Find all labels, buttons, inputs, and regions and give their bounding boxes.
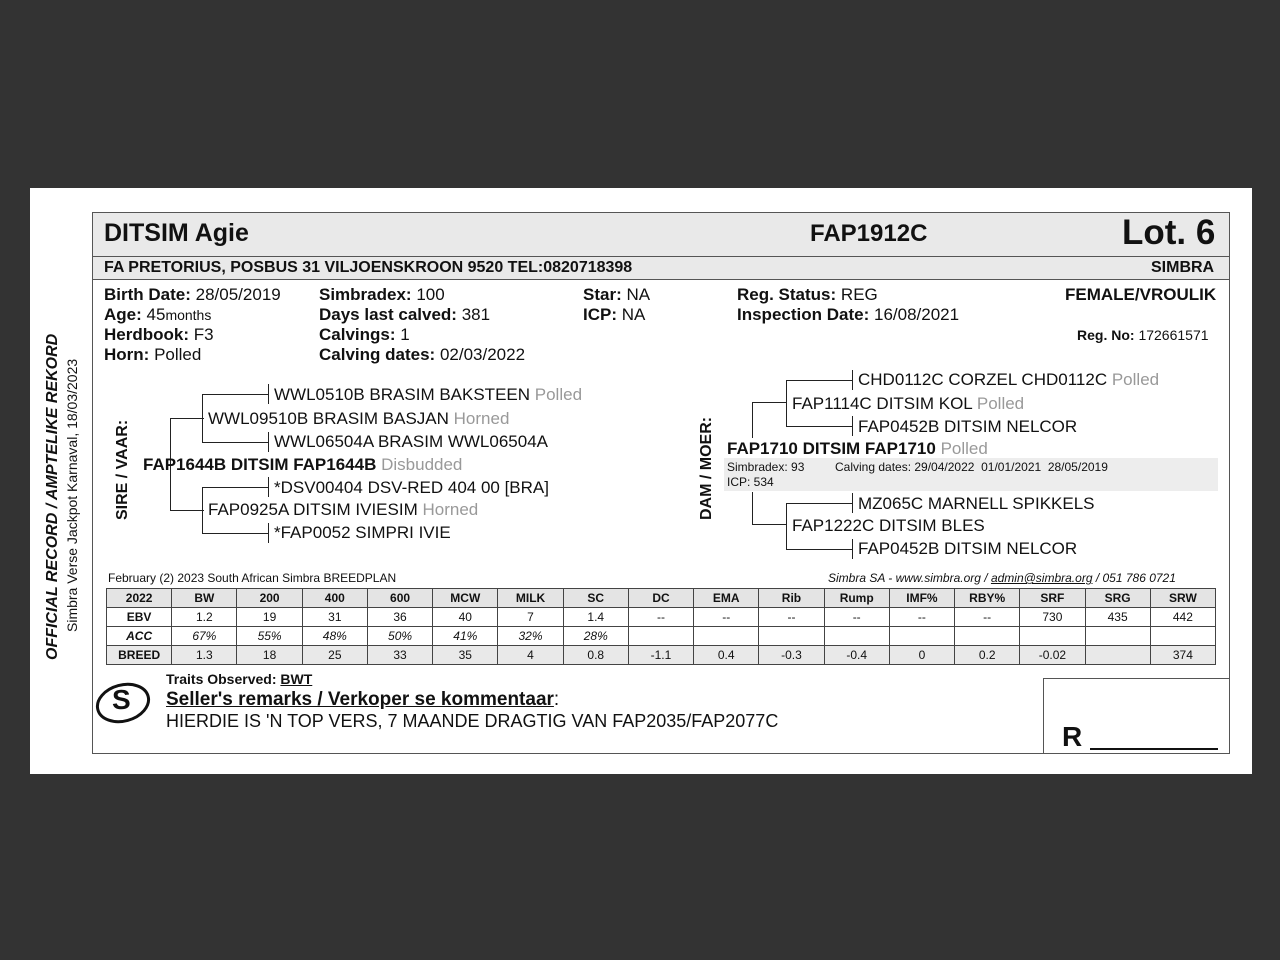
table-cell: SRW <box>1150 589 1215 608</box>
dam-tree-line <box>786 503 852 504</box>
dam-tree-line <box>852 370 853 390</box>
dam-tree-line <box>786 549 852 550</box>
table-cell: MCW <box>433 589 498 608</box>
sire-tree-line <box>202 442 268 443</box>
table-cell: 374 <box>1150 646 1215 665</box>
title-bar <box>93 213 1229 257</box>
dam-tree-line <box>752 402 753 438</box>
table-cell: SC <box>563 589 628 608</box>
dam-tree-line <box>852 493 853 513</box>
breedplan-caption: February (2) 2023 South African Simbra BREEDPLAN <box>108 571 397 585</box>
dam-tree-line <box>786 380 787 426</box>
table-cell: 40 <box>433 608 498 627</box>
dam-calving-dates: Calving dates: 29/04/2022 01/01/2021 28/05/2019 <box>835 460 1108 474</box>
dam-tree-line <box>852 539 853 559</box>
breedplan-contact: Simbra SA - www.simbra.org / admin@simbra.org / 051 786 0721 <box>828 571 1176 585</box>
table-cell <box>889 627 954 646</box>
table-cell: 19 <box>237 608 302 627</box>
simbradex: Simbradex: 100 <box>319 285 445 304</box>
breeder-info: FA PRETORIUS, POSBUS 31 VILJOENSKROON 9520 TEL:0820718398 <box>104 259 633 276</box>
table-cell: 32% <box>498 627 563 646</box>
price-input-line[interactable] <box>1090 748 1218 750</box>
table-cell: -- <box>889 608 954 627</box>
table-cell: 442 <box>1150 608 1215 627</box>
table-cell: -- <box>824 608 889 627</box>
table-cell: 600 <box>367 589 432 608</box>
table-cell: 730 <box>1020 608 1085 627</box>
sire-tree-line <box>170 510 204 511</box>
sire-dam-dam: *FAP0052 SIMPRI IVIE <box>274 523 451 542</box>
sire-tree-line <box>202 533 268 534</box>
dam-tree-line <box>786 380 852 381</box>
ebv-table <box>106 588 1216 665</box>
sire-tree-line <box>202 394 268 395</box>
ebv-row <box>107 608 1216 627</box>
days-last-calved: Days last calved: 381 <box>319 305 491 324</box>
table-cell: 25 <box>302 646 367 665</box>
sire-tree-line <box>268 384 269 404</box>
table-cell: -- <box>955 608 1020 627</box>
remarks-text: HIERDIE IS 'N TOP VERS, 7 MAANDE DRAGTIG VAN FAP2035/FAP2077C <box>166 711 779 731</box>
dam-dam-sire: MZ065C MARNELL SPIKKELS <box>858 494 1095 513</box>
sire-sire: WWL09510B BRASIM BASJAN Horned <box>208 409 510 428</box>
star-rating: Star: NA <box>583 285 651 304</box>
table-cell: SRG <box>1085 589 1150 608</box>
birth-date: Birth Date: 28/05/2019 <box>104 285 281 304</box>
sire-dam-sire: *DSV00404 DSV-RED 404 00 [BRA] <box>274 478 549 497</box>
table-cell: 0.8 <box>563 646 628 665</box>
table-cell: 28% <box>563 627 628 646</box>
table-cell: 67% <box>172 627 237 646</box>
table-cell: -0.3 <box>759 646 824 665</box>
animal-name: DITSIM Agie <box>104 219 249 247</box>
dam-tree-line <box>752 402 786 403</box>
table-cell: 7 <box>498 608 563 627</box>
dam-tree-line <box>852 416 853 436</box>
age: Age: 45months <box>104 305 212 324</box>
sex: FEMALE/VROULIK <box>1065 285 1217 304</box>
table-cell: 4 <box>498 646 563 665</box>
table-cell <box>1020 627 1085 646</box>
dam-tree-line <box>752 492 753 524</box>
dam-sire: FAP1114C DITSIM KOL Polled <box>792 394 1025 413</box>
traits-observed: Traits Observed: BWT <box>166 671 313 687</box>
horn-status: Horn: Polled <box>104 345 202 364</box>
acc-row <box>107 627 1216 646</box>
dam-label: DAM / MOER: <box>698 416 715 520</box>
calving-dates: Calving dates: 02/03/2022 <box>319 345 526 364</box>
breed-row <box>107 646 1216 665</box>
table-cell: 435 <box>1085 608 1150 627</box>
table-cell: -1.1 <box>628 646 693 665</box>
sire-tree-line <box>202 394 203 442</box>
table-cell: -- <box>628 608 693 627</box>
table-cell: 55% <box>237 627 302 646</box>
herdbook: Herdbook: F3 <box>104 325 214 344</box>
table-cell: DC <box>628 589 693 608</box>
table-cell: 1.3 <box>172 646 237 665</box>
table-cell: 400 <box>302 589 367 608</box>
table-cell <box>694 627 759 646</box>
table-cell <box>824 627 889 646</box>
sire-tree-line <box>268 477 269 497</box>
table-cell: 1.2 <box>172 608 237 627</box>
table-cell: Rump <box>824 589 889 608</box>
table-cell: BW <box>172 589 237 608</box>
dam-sire-dam: FAP0452B DITSIM NELCOR <box>858 417 1078 436</box>
table-cell: 41% <box>433 627 498 646</box>
sire-label: SIRE / VAAR: <box>114 419 131 520</box>
table-cell: 33 <box>367 646 432 665</box>
dam-dam: FAP1222C DITSIM BLES <box>792 516 985 535</box>
table-cell: Rib <box>759 589 824 608</box>
breed-name: SIMBRA <box>1151 259 1215 276</box>
table-cell: 1.4 <box>563 608 628 627</box>
dam-sire-sire: CHD0112C CORZEL CHD0112C Polled <box>858 370 1160 389</box>
dam-tree-line <box>786 503 787 549</box>
contact-email-link[interactable]: admin@simbra.org <box>990 571 1093 585</box>
table-cell: BREED <box>107 646 172 665</box>
table-cell: ACC <box>107 627 172 646</box>
dam: FAP1710 DITSIM FAP1710 Polled <box>727 439 988 458</box>
seller-logo-letter: S <box>112 684 131 715</box>
sire-tree-line <box>268 523 269 543</box>
sire-tree-line <box>202 487 268 488</box>
reg-status: Reg. Status: REG <box>737 285 878 304</box>
dam-icp: ICP: 534 <box>727 475 774 489</box>
sire-sire-sire: WWL0510B BRASIM BAKSTEEN Polled <box>274 385 583 404</box>
lot-number: Lot. 6 <box>1122 213 1216 252</box>
sire: FAP1644B DITSIM FAP1644B Disbudded <box>143 455 463 474</box>
table-cell: -- <box>694 608 759 627</box>
table-cell: 18 <box>237 646 302 665</box>
table-cell: -0.4 <box>824 646 889 665</box>
table-cell <box>955 627 1020 646</box>
table-cell <box>628 627 693 646</box>
table-cell: 36 <box>367 608 432 627</box>
calvings: Calvings: 1 <box>319 325 410 344</box>
sire-tree-line <box>268 432 269 452</box>
table-cell: EBV <box>107 608 172 627</box>
table-cell <box>1085 646 1150 665</box>
table-cell: -- <box>759 608 824 627</box>
dam-dam-dam: FAP0452B DITSIM NELCOR <box>858 539 1078 558</box>
table-cell <box>1150 627 1215 646</box>
table-cell <box>1085 627 1150 646</box>
table-cell: SRF <box>1020 589 1085 608</box>
ebv-header-row <box>107 589 1216 608</box>
side-sale-name: Simbra Verse Jackpot Karnaval, 18/03/2023 <box>64 358 80 632</box>
animal-id: FAP1912C <box>810 220 928 247</box>
table-cell: 2022 <box>107 589 172 608</box>
table-cell: 35 <box>433 646 498 665</box>
sire-tree-line <box>170 418 204 419</box>
table-cell: 0 <box>889 646 954 665</box>
dam-tree-line <box>786 426 852 427</box>
table-cell: 48% <box>302 627 367 646</box>
side-official-record: OFFICIAL RECORD / AMPTELIKE REKORD <box>44 333 61 660</box>
table-cell: MILK <box>498 589 563 608</box>
sire-sire-dam: WWL06504A BRASIM WWL06504A <box>274 432 549 451</box>
table-cell: RBY% <box>955 589 1020 608</box>
reg-number: Reg. No: 172661571 <box>1077 327 1209 343</box>
table-cell: 200 <box>237 589 302 608</box>
dam-tree-line <box>752 524 786 525</box>
table-cell: -0.02 <box>1020 646 1085 665</box>
inspection-date: Inspection Date: 16/08/2021 <box>737 305 960 324</box>
table-cell: 0.4 <box>694 646 759 665</box>
sire-dam: FAP0925A DITSIM IVIESIM Horned <box>208 500 479 519</box>
sire-tree-line <box>202 487 203 533</box>
table-cell: 50% <box>367 627 432 646</box>
icp: ICP: NA <box>583 305 646 324</box>
table-cell: IMF% <box>889 589 954 608</box>
remarks-title: Seller's remarks / Verkoper se kommentaar: <box>166 689 560 710</box>
price-label: R <box>1062 721 1083 752</box>
dam-simbradex: Simbradex: 93 <box>727 460 805 474</box>
table-cell: 31 <box>302 608 367 627</box>
table-cell: EMA <box>694 589 759 608</box>
table-cell <box>759 627 824 646</box>
table-cell: 0.2 <box>955 646 1020 665</box>
